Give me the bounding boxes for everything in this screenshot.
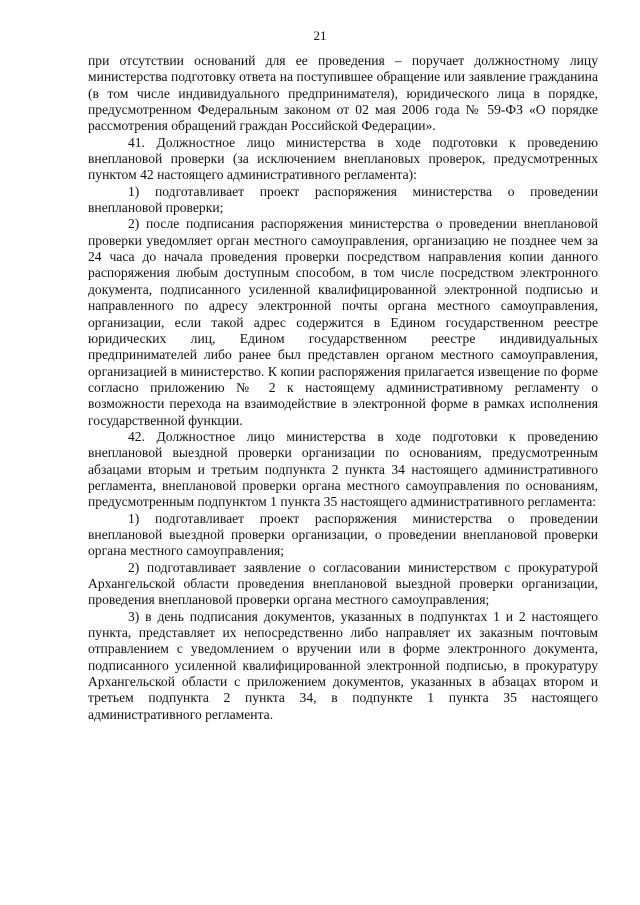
- paragraph-41: 41. Должностное лицо министерства в ходе подготовки к проведению внеплановой проверки (за исключением внеплановых проверок, предусмотренных пунктом 42 настоящего административного регламента):: [88, 134, 598, 183]
- page-number: 21: [313, 28, 327, 43]
- document-body: [88, 53, 598, 723]
- paragraph-41-item-1: 1) подготавливает проект распоряжения министерства о проведении внеплановой проверки;: [88, 183, 598, 216]
- paragraph-continuation: при отсутствии оснований для ее проведения – поручает должностному лицу министерства подготовку ответа на поступившее обращение или заявление гражданина (в том числе индивидуального предпринимателя), юридического лица в порядке, предусмотренном Федеральным законом от 02 мая 2006 года № 59-ФЗ «О порядке рассмотрения обращений граждан Российской Федерации».: [88, 53, 598, 134]
- paragraph-42-item-1: 1) подготавливает проект распоряжения министерства о проведении внеплановой выездной проверки организации, о проведении внеплановой проверки органа местного самоуправления;: [88, 510, 598, 559]
- paragraph-42-item-3: 3) в день подписания документов, указанных в подпунктах 1 и 2 настоящего пункта, представляет их непосредственно либо направляет их заказным почтовым отправлением с уведомлением о вручении или в форме электронного документа, подписанного усиленной квалифицированной электронной подписью, в прокуратуру Архангельской области с приложением документов, указанных в абзацах втором и третьем подпункта 2 пункта 34, в подпункте 1 пункта 35 настоящего административного регламента.: [88, 608, 598, 722]
- paragraph-42-item-2: 2) подготавливает заявление о согласовании министерством с прокуратурой Архангельской области проведения внеплановой выездной проверки организации, проведения внеплановой проверки органа местного самоуправления;: [88, 559, 598, 608]
- paragraph-42: 42. Должностное лицо министерства в ходе подготовки к проведению внеплановой выездной проверки организации по основаниям, предусмотренным абзацами вторым и третьим подпункта 2 пункта 34 настоящего административного регламента, внеплановой проверки органа местного самоуправления по основаниям, предусмотренным подпунктом 1 пункта 35 настоящего административного регламента:: [88, 428, 598, 510]
- paragraph-41-item-2: 2) после подписания распоряжения министерства о проведении внеплановой проверки уведомляет орган местного самоуправления, организацию не позднее чем за 24 часа до начала проведения проверки посредством направления копии данного распоряжения любым доступным способом, в том числе посредством электронного документа, подписанного усиленной квалифицированной электронной подписью и направленного по адресу электронной почты органа местного самоуправления, организации, если такой адрес содержится в Едином государственном реестре юридических лиц, Едином государственном реестре индивидуальных предпринимателей либо ранее был представлен органом местного самоуправления, организацией в министерство. К копии распоряжения прилагается извещение по форме согласно приложению № 2 к настоящему административному регламенту о возможности перехода на взаимодействие в электронной форме в рамках исполнения государственной функции.: [88, 216, 598, 428]
